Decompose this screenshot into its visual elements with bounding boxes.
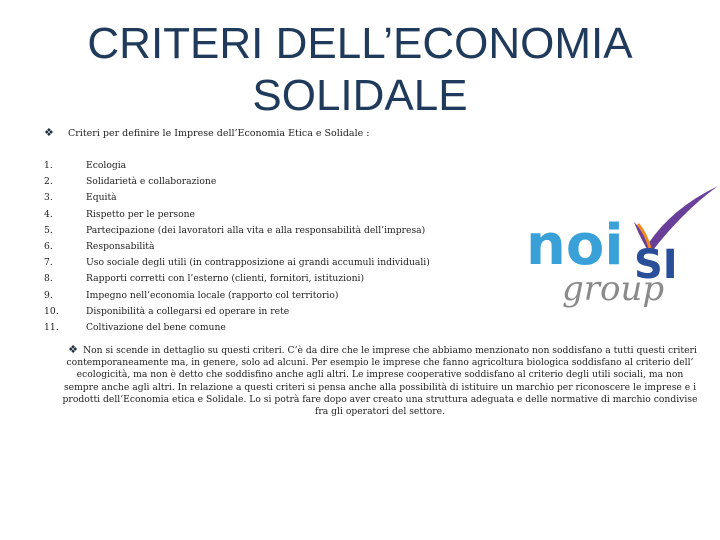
title-line-1: CRITERI DELL’ECONOMIA [87,19,633,68]
criteria-item [44,223,430,239]
criteria-item [44,255,430,271]
criteria-text: Disponibilità a collegarsi ed operare in rete [86,305,290,317]
criteria-text: Solidarietà e collaborazione [86,176,217,188]
criteria-list [44,158,430,336]
logo-group-text: group [562,269,665,309]
note-paragraph [60,344,700,418]
criteria-item [44,288,430,304]
criteria-number: 11. [44,322,59,334]
criteria-text: Rapporti corretti con l’esterno (clienti, fornitori, istituzioni) [86,273,365,285]
criteria-number: 6. [44,241,53,253]
criteria-text: Equità [86,192,117,204]
noi-si-group-logo [522,178,720,328]
slide-title [40,18,680,122]
criteria-item [44,304,430,320]
criteria-item [44,158,430,174]
diamond-bullet-icon: ❖ [68,343,79,356]
intro-text: Criteri per definire le Imprese dell’Economia Etica e Solidale : [68,128,370,139]
criteria-number: 8. [44,273,53,285]
criteria-number: 4. [44,208,53,220]
criteria-item [44,190,430,206]
note-text: Non si scende in dettaglio su questi criteri. C’è da dire che le imprese che abbiamo menzionato non soddisfano a tutti questi criteri contemporaneamente ma, in genere, solo ad alcuni. Per esempio le imprese che fanno agricoltura biologica soddisfano al criterio dell’ ecologicità, ma non è detto che soddisfino anche agli altri. Le imprese cooperative soddisfano al criterio degli utili sociali, ma non sempre anche agli altri. In relazione a questi criteri si pensa anche alla possibilità di istituire un marchio per riconoscere le imprese e i prodotti dell’Economia etica e Solidale. Lo si potrà fare dopo aver creato una struttura adeguata e delle normative di marchio condivise fra gli operatori del settore. [62,345,698,418]
criteria-item [44,239,430,255]
criteria-text: Impegno nell’economia locale (rapporto col territorio) [86,289,339,301]
criteria-item [44,271,430,287]
criteria-text: Rispetto per le persone [86,208,195,220]
criteria-number: 1. [44,160,53,171]
logo-si-text: SI [634,242,678,288]
criteria-item [44,174,430,190]
intro-line [44,126,369,139]
criteria-number: 3. [44,192,53,204]
criteria-text: Responsabilità [86,241,155,253]
criteria-item [44,320,430,336]
title-line-2: SOLIDALE [252,71,468,120]
criteria-text: Uso sociale degli utili (in contrapposizione ai grandi accumuli individuali) [86,257,430,269]
criteria-number: 9. [44,289,53,301]
criteria-number: 10. [44,305,59,317]
criteria-item [44,207,430,223]
criteria-text: Coltivazione del bene comune [86,322,226,334]
criteria-text: Ecologia [86,160,127,171]
logo-noi-text: noi [526,213,624,278]
criteria-text: Partecipazione (dei lavoratori alla vita e alla responsabilità dell’impresa) [86,224,426,236]
criteria-number: 2. [44,176,53,188]
diamond-bullet-icon: ❖ [44,126,54,139]
criteria-number: 7. [44,257,53,269]
criteria-number: 5. [44,224,53,236]
